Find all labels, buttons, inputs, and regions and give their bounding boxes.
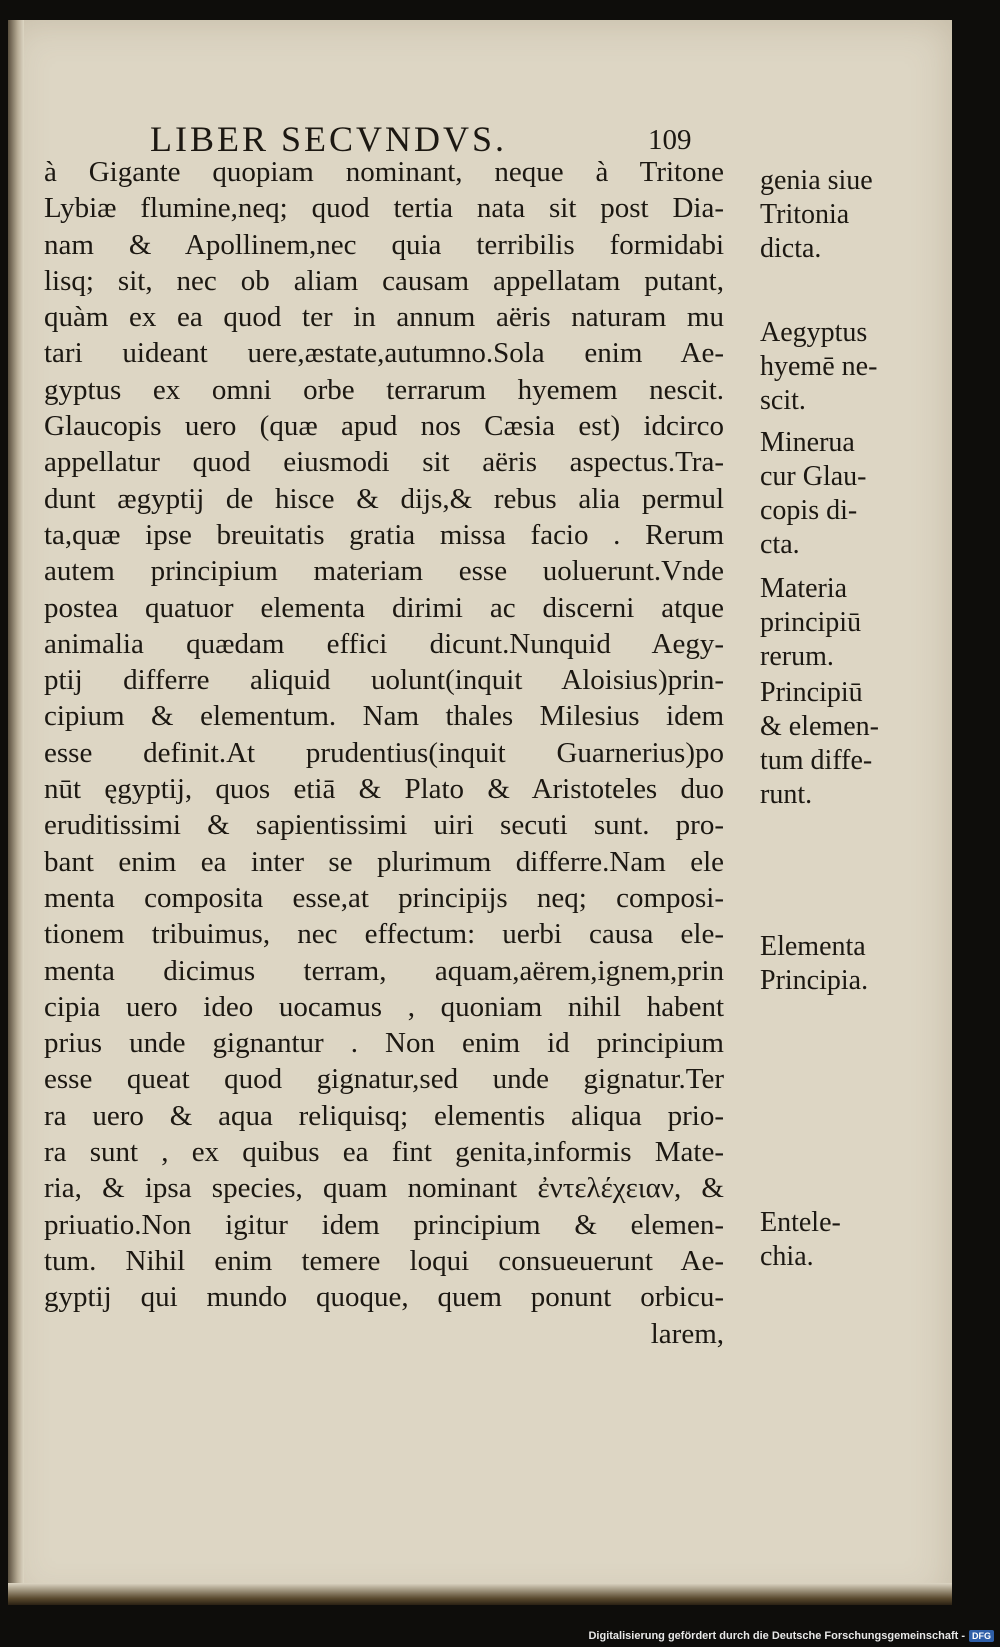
marginal-note-line: rerum. [760,641,834,672]
text-line: ta,quæ ipse breuitatis gratia missa facio . Rerum [44,518,724,551]
text-line: postea quatuor elementa dirimi ac discerni atque [44,591,724,624]
footer-credit-text: Digitalisierung gefördert durch die Deutsche Forschungsgemeinschaft - [588,1630,965,1642]
text-line: bant enim ea inter se plurimum differre.Nam ele [44,845,724,878]
text-line: Glaucopis uero (quæ apud nos Cæsia est) idcirco [44,410,724,443]
marginal-note-line: runt. [760,779,813,810]
text-line: menta composita esse,at principijs neq; composi- [44,881,724,914]
text-line: menta dicimus terram, aquam,aërem,ignem,prin [44,954,724,987]
marginal-note-line: tum diffe- [760,745,873,776]
text-line: prius unde gignantur . Non enim id principium [44,1027,724,1060]
running-head: LIBER SECVNDVS. [150,119,508,159]
marginal-note-line: Minerua [760,427,855,458]
marginal-note-minerua [760,426,920,562]
marginal-note-line: & elemen- [760,711,879,742]
text-line: tum. Nihil enim temere loqui consueuerunt Ae- [44,1244,724,1277]
marginal-note-line: cur Glau- [760,461,867,492]
text-line: gyptij qui mundo quoque, quem ponunt orbicu- [44,1281,724,1314]
marginal-note-line: Entele- [760,1207,841,1238]
marginal-note-line: principiū [760,607,862,638]
marginal-note-principium [760,676,920,812]
text-line: ria, & ipsa species, quam nominant ἐντελέχειαν, & [44,1172,724,1205]
text-line: ra sunt , ex quibus ea fint genita,informis Mate- [44,1136,724,1169]
marginal-note-line: copis di- [760,495,858,526]
marginal-note-line: scit. [760,385,806,416]
text-line: appellatur quod eiusmodi sit aëris aspectus.Tra- [44,446,724,479]
text-line: ra uero & aqua reliquisq; elementis aliqua prio- [44,1099,724,1132]
text-line: dunt ægyptij de hisce & dijs,& rebus alia permul [44,482,724,515]
text-line: lisq; sit, nec ob aliam causam appellatam putant, [44,264,724,297]
text-line: Lybiæ flumine,neq; quod tertia nata sit post Dia- [44,192,724,225]
text-line: esse definit.At prudentius(inquit Guarnerius)po [44,736,724,769]
text-line: animalia quædam effici dicunt.Nunquid Aegy- [44,627,724,660]
page-number: 109 [648,124,692,156]
text-line: larem, [650,1317,724,1350]
book-page [8,20,952,1605]
text-line: autem principium materiam esse uoluerunt.Vnde [44,555,724,588]
text-line: quàm ex ea quod ter in annum aëris naturam mu [44,301,724,334]
dfg-logo: DFG [969,1630,994,1642]
marginal-note-line: Tritonia [760,199,850,230]
digitization-footer [588,1627,994,1645]
text-line: gyptus ex omni orbe terrarum hyemem nescit. [44,373,724,406]
marginal-note-entelechia [760,1206,920,1274]
text-line: à Gigante quopiam nominant, neque à Tritone [44,156,724,188]
marginal-note-materia [760,572,920,674]
marginal-note-tritonia [760,164,920,266]
page-bottom-edge [8,1583,952,1605]
text-line: nam & Apollinem,nec quia terribilis formidabi [44,228,724,261]
text-line: eruditissimi & sapientissimi uiri secuti sunt. pro- [44,809,724,842]
marginal-note-line: cta. [760,529,800,560]
marginal-note-line: Elementa [760,931,866,962]
text-line: ptij differre aliquid uolunt(inquit Aloisius)prin- [44,664,724,697]
marginal-note-aegyptus [760,316,920,418]
marginal-note-line: Aegyptus [760,317,868,348]
text-line: priuatio.Non igitur idem principium & elemen- [44,1208,724,1241]
marginal-note-line: Principia. [760,965,869,996]
text-line: cipium & elementum. Nam thales Milesius idem [44,700,724,733]
marginal-note-line: Principiū [760,677,863,708]
marginal-note-line: genia siue [760,165,873,196]
marginal-note-line: hyemē ne- [760,351,878,382]
text-line: esse queat quod gignatur,sed unde gignatur.Ter [44,1063,724,1096]
marginal-note-line: chia. [760,1241,814,1272]
body-text [44,154,724,1352]
marginal-note-line: dicta. [760,233,822,264]
text-line: tari uideant uere,æstate,autumno.Sola enim Ae- [44,337,724,370]
text-line: tionem tribuimus, nec effectum: uerbi causa ele- [44,918,724,951]
text-line: cipia uero ideo uocamus , quoniam nihil habent [44,990,724,1023]
marginal-note-elementa [760,930,920,998]
marginal-note-line: Materia [760,573,848,604]
text-line: nūt ęgyptij, quos etiā & Plato & Aristoteles duo [44,773,724,806]
page-gutter-shadow [8,20,24,1605]
